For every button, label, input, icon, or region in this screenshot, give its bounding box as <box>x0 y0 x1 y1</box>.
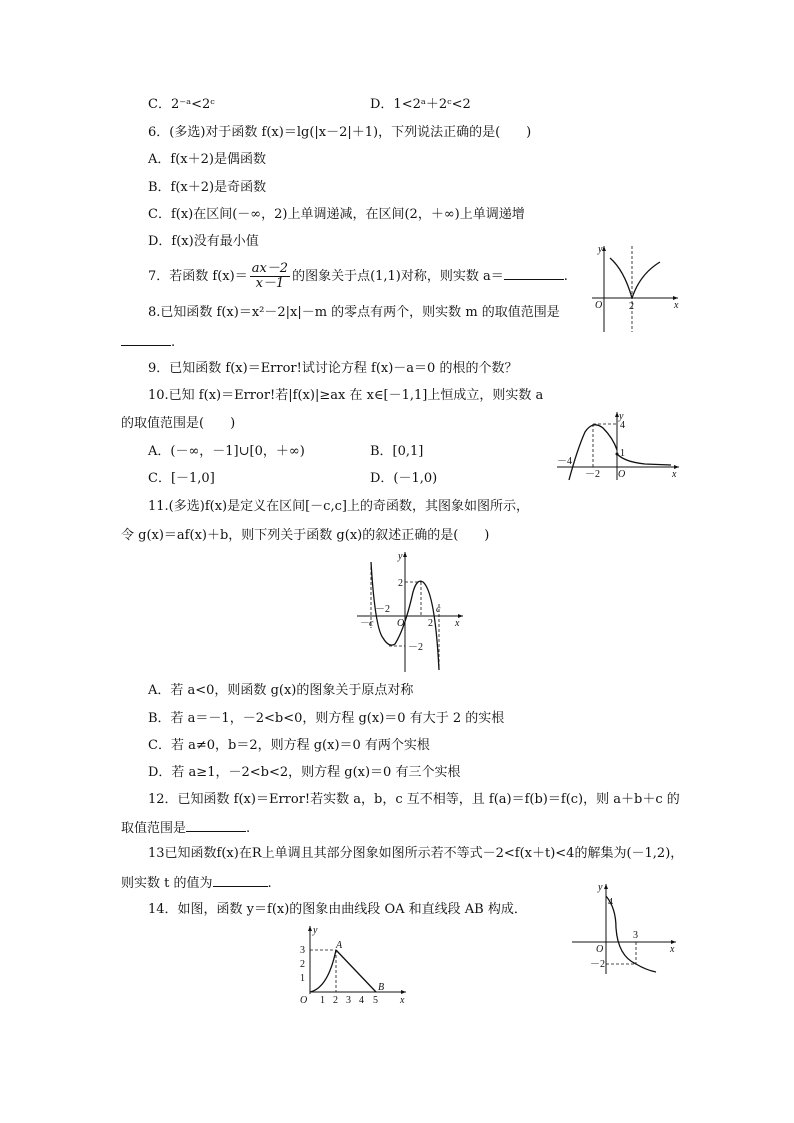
tick-x-minus-2: －2 <box>375 604 390 615</box>
q12-end: . <box>246 821 251 836</box>
x-label: x <box>672 469 677 480</box>
q7-end: . <box>563 269 568 284</box>
tick-x-2: 2 <box>333 995 338 1006</box>
x-label: x <box>400 995 405 1006</box>
option-d: D．1<2ᵃ＋2ᶜ<2 <box>370 97 471 112</box>
question-13: 13已知函数f(x)在R上单调且其部分图象如图所示若不等式－2<f(x＋t)<4的解集为(－1,2)， <box>148 846 684 861</box>
q7-suffix: 的图象关于点(1,1)对称，则实数 a＝ <box>292 269 504 284</box>
q12-answer-blank[interactable] <box>186 819 246 832</box>
q8-answer-blank[interactable] <box>121 333 171 346</box>
question-12-cont <box>121 819 250 837</box>
x-label: x <box>674 300 679 311</box>
origin-label: O <box>397 618 405 629</box>
y-label: y <box>598 882 603 893</box>
y-label: y <box>619 411 624 422</box>
q13-label: 则实数 t 的值为 <box>121 876 213 891</box>
tick-4: 4 <box>608 897 613 908</box>
tick-y-1: 1 <box>300 973 305 984</box>
q10-option-b: B．[0,1] <box>370 444 424 459</box>
q10-option-c: C．[－1,0] <box>148 471 215 486</box>
q13-answer-blank[interactable] <box>213 874 268 887</box>
origin-label: O <box>596 944 604 955</box>
tick-y-3: 3 <box>300 945 305 956</box>
question-14: 14．如图，函数 y＝f(x)的图象由曲线段 OA 和直线段 AB 构成． <box>148 902 527 917</box>
tick-minus-2: －2 <box>585 469 600 480</box>
y-axis-arrow <box>602 246 606 251</box>
origin-label: O <box>595 300 603 311</box>
question-8: 8.已知函数 f(x)＝x²－2|x|－m 的零点有两个，则实数 m 的取值范围是 <box>148 305 560 320</box>
y-axis-arrow <box>308 926 312 931</box>
q11-option-b: B．若 a＝－1，－2<b<0，则方程 g(x)＝0 有大于 2 的实根 <box>148 711 505 726</box>
tick-4: 4 <box>620 420 625 431</box>
tick-minus-4: －4 <box>557 456 572 467</box>
question-10-cont: 的取值范围是( ) <box>121 416 236 431</box>
question-7 <box>148 262 568 291</box>
q11-option-d: D．若 a≥1，－2<b<2，则方程 g(x)＝0 有三个实根 <box>148 765 461 780</box>
question-13-cont <box>121 874 272 892</box>
origin-label: O <box>618 469 626 480</box>
q13-end: . <box>267 876 272 891</box>
question-12: 12．已知函数 f(x)＝Error!若实数 a，b，c 互不相等，且 f(a)＝f(b)＝f(c)，则 a＋b＋c 的 <box>148 792 680 807</box>
q8-blank-line <box>121 333 175 351</box>
q7-fraction <box>250 262 290 291</box>
q8-end: . <box>171 335 176 350</box>
tick-minus-2: －2 <box>590 959 605 970</box>
q7-numerator: ax－2 <box>251 261 289 276</box>
curve-left <box>610 258 632 298</box>
option-c: C．2⁻ᵃ<2ᶜ <box>148 97 215 112</box>
tick-y-2: 2 <box>398 578 403 589</box>
x-axis-arrow <box>401 990 406 994</box>
question-9: 9．已知函数 f(x)＝Error!试讨论方程 f(x)－a＝0 的根的个数？ <box>148 361 518 376</box>
tick-minus-c: －c <box>359 618 374 629</box>
y-label: y <box>313 925 318 936</box>
q6-option-a: A．f(x＋2)是偶函数 <box>148 152 266 167</box>
segment-ab <box>336 950 376 992</box>
point-b-label: B <box>378 982 385 993</box>
x-label: x <box>455 618 460 629</box>
q10-option-a: A．(－∞，－1]∪[0，＋∞) <box>148 444 305 459</box>
tick-c: c <box>436 604 441 615</box>
y-label: y <box>598 244 603 255</box>
q7-prefix: 7．若函数 f(x)＝ <box>148 269 248 284</box>
tick-x-1: 1 <box>320 995 325 1006</box>
q10-option-d: D．(－1,0) <box>370 471 438 486</box>
q6-option-d: D．f(x)没有最小值 <box>148 234 259 249</box>
question-6: 6．(多选)对于函数 f(x)＝lg(|x－2|＋1)，下列说法正确的是( ) <box>148 125 532 140</box>
question-10: 10.已知 f(x)＝Error!若|f(x)|≥ax 在 x∈[－1,1]上恒成立，则实数 a <box>148 388 544 403</box>
tick-x-5: 5 <box>373 995 378 1006</box>
tick-x-2: 2 <box>428 618 433 629</box>
figure-q14-graph <box>296 922 412 1006</box>
q11-option-a: A．若 a<0，则函数 g(x)的图象关于原点对称 <box>148 683 414 698</box>
figure-q13-graph <box>570 880 680 976</box>
point-a-label: A <box>336 940 343 951</box>
y-label: y <box>398 551 403 562</box>
question-11-cont: 令 g(x)＝af(x)＋b，则下列关于函数 g(x)的叙述正确的是( ) <box>121 528 490 543</box>
tick-x-4: 4 <box>359 995 364 1006</box>
q6-option-c: C．f(x)在区间(－∞，2)上单调递减，在区间(2，＋∞)上单调递增 <box>148 207 525 222</box>
x-label: x <box>670 944 675 955</box>
y-axis-arrow <box>604 884 608 889</box>
tick-1: 1 <box>620 448 625 459</box>
point-1 <box>616 453 619 456</box>
curve-right <box>632 262 660 298</box>
decreasing-curve <box>606 896 656 972</box>
origin-label: O <box>300 995 308 1006</box>
tick-2: 2 <box>629 301 634 312</box>
curve-oa <box>310 950 336 992</box>
figure-q11-graph <box>355 548 467 674</box>
q6-option-b: B．f(x＋2)是奇函数 <box>148 180 267 195</box>
tick-y-2: 2 <box>300 959 305 970</box>
decay-curve <box>617 454 671 465</box>
tick-x-3: 3 <box>346 995 351 1006</box>
y-axis-arrow <box>403 552 407 557</box>
q7-answer-blank[interactable] <box>504 267 564 280</box>
q11-option-c: C．若 a≠0，b＝2，则方程 g(x)＝0 有两个实根 <box>148 738 430 753</box>
figure-q7-graph <box>588 240 684 336</box>
q12-label: 取值范围是 <box>121 821 187 836</box>
tick-3: 3 <box>633 930 638 941</box>
figure-q10-graph <box>555 410 685 482</box>
question-11: 11.(多选)f(x)是定义在区间[－c,c]上的奇函数，其图象如图所示， <box>148 499 529 514</box>
tick-y-minus-2: －2 <box>408 642 423 653</box>
q7-denominator: x－1 <box>255 276 285 291</box>
